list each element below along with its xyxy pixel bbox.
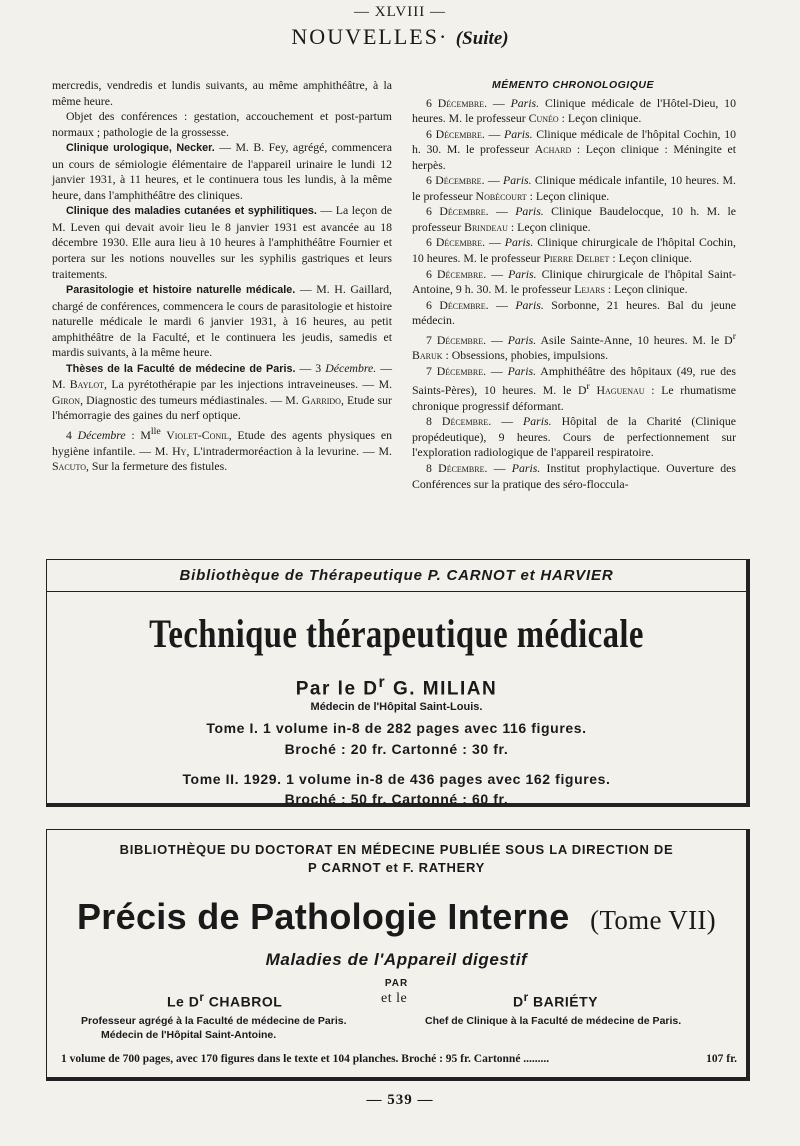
- memento-entry: 6 Décembre. — Paris. Clinique médicale de l'hôpital Cochin, 10 h. 30. M. le professeur Achard : Leçon clinique : Méningite et herpès.: [412, 126, 736, 172]
- ad-et-le: et le: [381, 991, 408, 1006]
- advertisement-precis-pathologie: [46, 829, 750, 1081]
- paragraph-objet: Objet des conférences : gestation, accouchement et post-partum normaux ; pathologie de la grossesse.: [52, 109, 392, 139]
- ad-tome-1: Tome I. 1 volume in-8 de 282 pages avec 116 figures.: [206, 720, 587, 736]
- ad-tome-2-price: Broché : 50 fr. Cartonné : 60 fr.: [284, 791, 509, 807]
- memento-entry: 6 Décembre. — Paris. Clinique chirurgicale de l'hôpital Saint-Antoine, 9 h. 30. M. le professeur Lejars : Leçon clinique.: [412, 266, 736, 297]
- advertisement-technique-therapeutique: [46, 559, 750, 807]
- ad-author-affiliation: Médecin de l'Hôpital Saint-Louis.: [310, 701, 483, 713]
- title-text: NOUVELLES: [291, 24, 439, 49]
- roman-page-number: — XLVIII —: [354, 4, 446, 20]
- ad-par: PAR: [384, 978, 409, 989]
- ad-series-directors: P CARNOT et F. RATHERY: [308, 860, 485, 875]
- ad-author: Par le $D^r$ G. MILIAN: [295, 674, 498, 700]
- ad-author-1-affiliation-2: Médecin de l'Hôpital Saint-Antoine.: [101, 1029, 277, 1041]
- left-column: [52, 78, 392, 475]
- section-heading: Clinique urologique, Necker.: [66, 142, 215, 155]
- memento-heading: MÉMENTO CHRONOLOGIQUE: [492, 79, 654, 91]
- memento-entry: 8 Décembre. — Paris. Institut prophylactique. Ouverture des Conférences sur la pratique des séro-floccula-: [412, 460, 736, 491]
- page-number: — 539 —: [366, 1092, 434, 1108]
- section-title: [0, 24, 800, 50]
- memento-entry: 6 Décembre. — Paris. Sorbonne, 21 heures. Bal du jeune médecin.: [412, 297, 736, 328]
- section-heading: Thèses de la Faculté de médecine de Paris.: [66, 362, 296, 375]
- paragraph-continuation: mercredis, vendredis et lundis suivants, au même amphithéâtre, à la même heure.: [52, 78, 392, 108]
- right-column: [412, 78, 736, 492]
- memento-entry: 8 Décembre. — Paris. Hôpital de la Charité (Clinique propédeutique), 9 heures. Cours de perfectionnement sur l'exploration radiologique de l'appareil respiratoire.: [412, 414, 736, 460]
- ad-tome-2: Tome II. 1929. 1 volume in-8 de 436 pages avec 162 figures.: [182, 771, 611, 787]
- ad-book-title: Précis de Pathologie Interne (Tome VII): [77, 896, 716, 937]
- paragraph-parasitologie: Parasitologie et histoire naturelle médicale. — M. H. Gaillard, chargé de conférences, commencera le cours de parasitologie et histoire naturelle médicale le mardi 6 janvier 1931, à 16 heures, au petit amphithéâtre de la Faculté, et le continuera les jeudis, samedis et mardis suivants, à la même heure.: [52, 282, 392, 360]
- ad-author-2-affiliation: Chef de Clinique à la Faculté de médecine de Paris.: [425, 1015, 682, 1027]
- memento-entry: 7 Décembre. — Paris. Asile Sainte-Anne, 10 heures. M. le $D^r$ Baruk : Obsessions, phobies, impulsions.: [412, 330, 736, 363]
- title-dot: ·: [438, 24, 449, 49]
- memento-entry: 7 Décembre. — Paris. Amphithéâtre des hôpitaux (49, rue des Saints-Pères), 10 heures. M. le $D^r$ Haguenau : Le rhumatisme chronique progressif déformant.: [412, 363, 736, 413]
- ad-series-title: Bibliothèque de Thérapeutique P. CARNOT et HARVIER: [179, 567, 614, 584]
- memento-entry: 6 Décembre. — Paris. Clinique médicale infantile, 10 heures. M. le professeur Nobécourt : Leçon clinique.: [412, 173, 736, 203]
- ad-series-title: BIBLIOTHÈQUE DU DOCTORAT EN MÉDECINE PUBLIÉE SOUS LA DIRECTION DE: [119, 842, 674, 857]
- memento-entry: 6 Décembre. — Paris. Clinique Baudelocque, 10 h. M. le professeur Brindeau : Leçon clinique.: [412, 204, 736, 234]
- memento-entry: 6 Décembre. — Paris. Clinique médicale de l'Hôtel-Dieu, 10 heures. M. le professeur Cunéo : Leçon clinique.: [412, 95, 736, 126]
- title-suite: (Suite): [455, 28, 509, 49]
- ad-author-2: $D^r$ BARIÉTY: [513, 991, 599, 1010]
- paragraph-urologie: Clinique urologique, Necker. — M. B. Fey, agrégé, commencera un cours de sémiologie élémentaire de l'appareil urinaire le lundi 12 janvier 1931, à 11 heures, et le continuera tous les lundis, à la même heure, dans l'amphithéâtre des cliniques.: [52, 140, 392, 202]
- section-heading: Parasitologie et histoire naturelle médicale.: [66, 284, 296, 297]
- ad-tome-1-price: Broché : 20 fr. Cartonné : 30 fr.: [284, 741, 509, 757]
- paragraph-cutanees: Clinique des maladies cutanées et syphilitiques. — La leçon de M. Leven qui devait avoir lieu le 8 janvier 1931 est avancée au 18 décembre 1930. Elle aura lieu à 10 heures à l'amphithéâtre Fournier et portera sur les notions nouvelles sur les syphilis gastriques et leurs traitements.: [52, 203, 393, 281]
- section-heading: Clinique des maladies cutanées et syphilitiques.: [66, 205, 317, 218]
- memento-entry: 6 Décembre. — Paris. Clinique chirurgicale de l'hôpital Cochin, 10 heures. M. le professeur Pierre Delbet : Leçon clinique.: [412, 235, 736, 266]
- ad-author-1: Le $D^r$ CHABROL: [167, 991, 283, 1010]
- paragraph-theses: Thèses de la Faculté de médecine de Paris. — 3 Décembre. — M. Baylot, La pyrétothérapie par les injections intraveineuses. — M. Giron, Diagnostic des tumeurs médiastinales. — M. Garrido, Etude sur l'hémorragie des gaines du nerf optique.: [52, 360, 393, 423]
- paragraph-theses-4-decembre: 4 Décembre : $M^{lle}$ Violet-Conil, Etude des agents physiques en hygiène infantile. — M. Hy, L'intradermoréaction à la levurine. — M. Sacuto, Sur la fermeture des fistules.: [52, 426, 392, 474]
- ad-divider: [47, 591, 746, 592]
- ad-volume-price: 1 volume de 700 pages, avec 170 figures dans le texte et 104 planches. Broché : 95 fr. Cartonné ......... 107 fr.: [61, 1053, 737, 1065]
- ad-author-1-affiliation: Professeur agrégé à la Faculté de médecine de Paris.: [81, 1015, 347, 1027]
- ad-book-subtitle: Maladies de l'Appareil digestif: [265, 950, 528, 969]
- ad-book-title: Technique thérapeutique médicale: [149, 611, 644, 656]
